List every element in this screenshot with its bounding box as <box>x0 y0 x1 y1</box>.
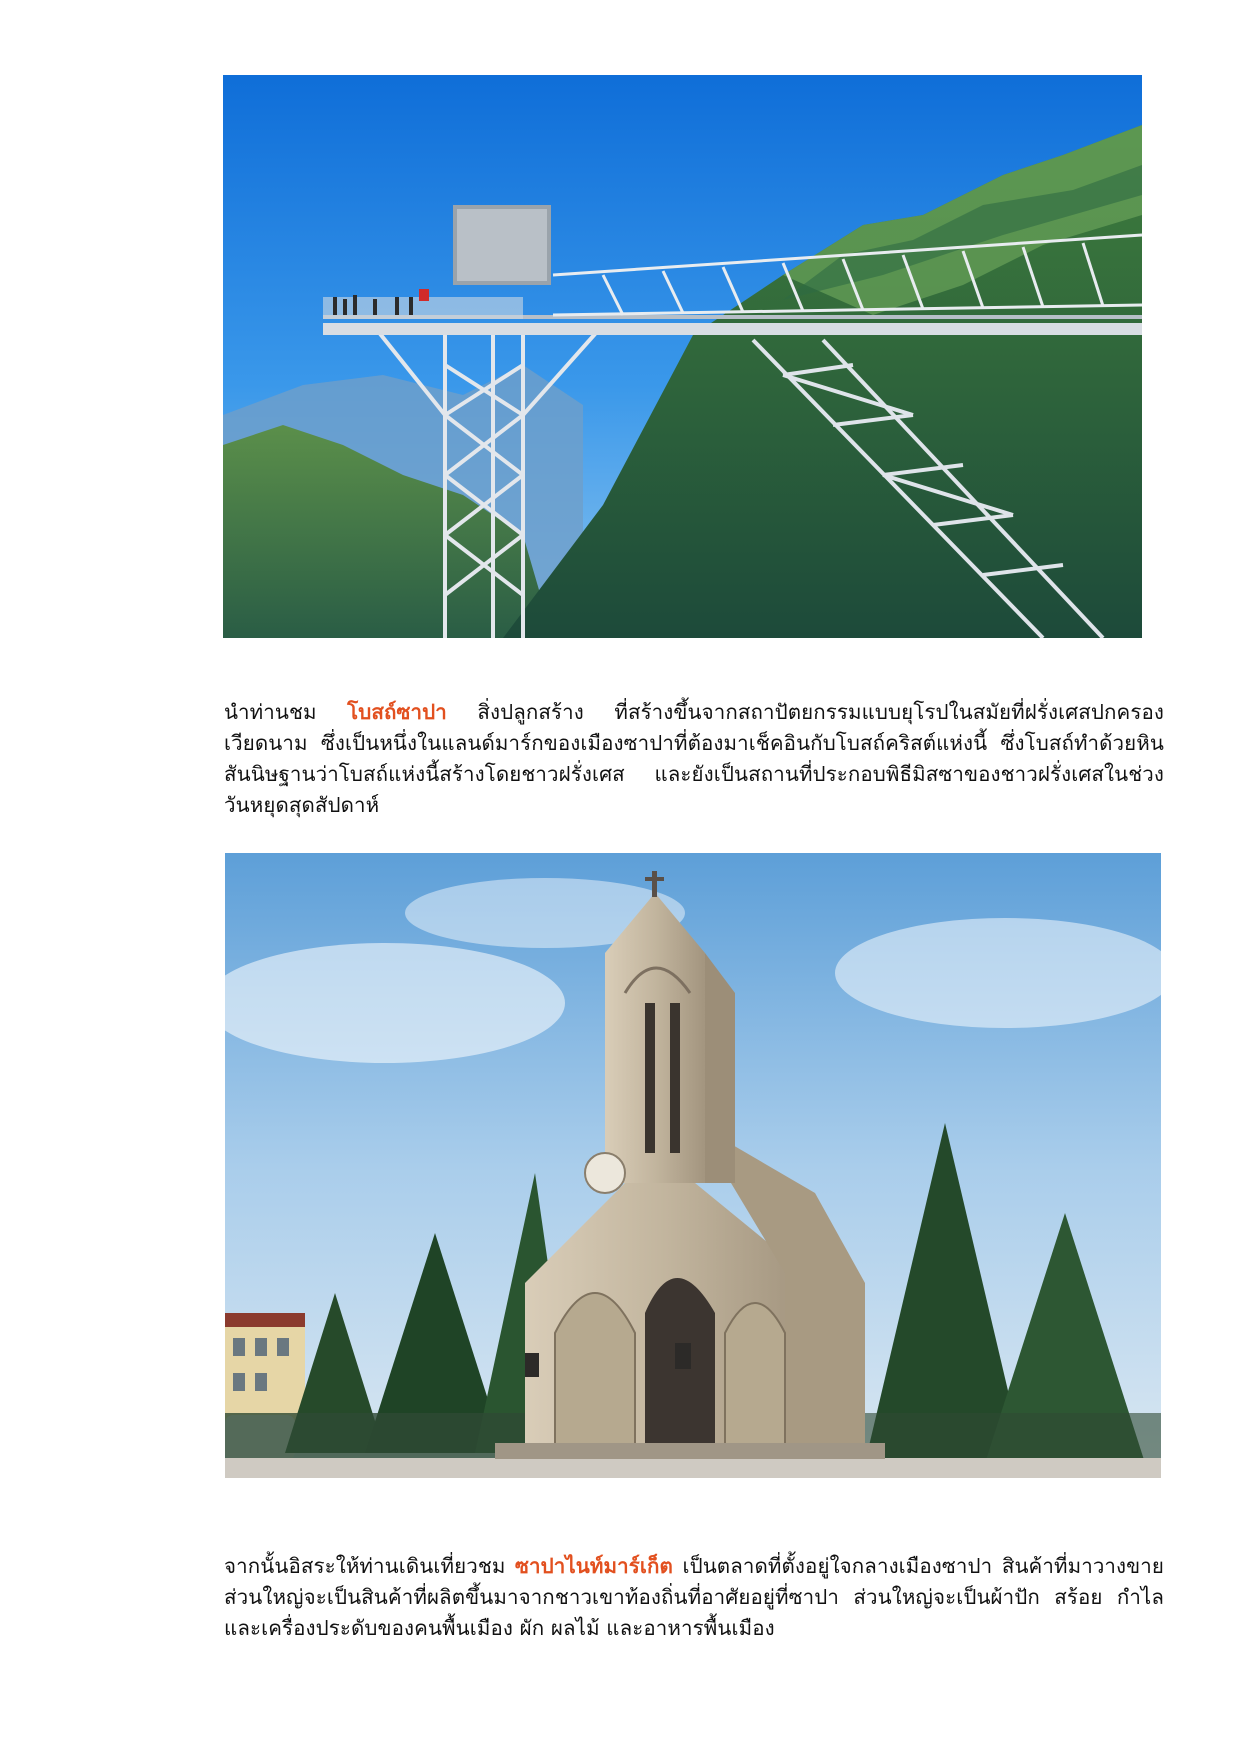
paragraph-church-description <box>224 697 1164 821</box>
paragraph-text-before: นำท่านชม <box>224 699 348 724</box>
highlight-night-market-name: ซาปาไนท์มาร์เก็ต <box>515 1553 673 1578</box>
paragraph-night-market-description <box>224 1551 1164 1644</box>
skywalk-photo <box>223 75 1142 638</box>
highlight-church-name: โบสถ์ซาปา <box>347 699 447 724</box>
church-photo <box>225 853 1161 1478</box>
paragraph-text-before: จากนั้นอิสระให้ท่านเดินเที่ยวชม <box>224 1553 516 1578</box>
paragraph-text-after: สิ่งปลูกสร้าง ที่สร้างขึ้นจากสถาปัตยกรรมแบบยุโรปในสมัยที่ฝรั่งเศสปกครองเวียดนาม ซึ่งเป็นหนึ่งในแลนด์มาร์กของเมืองซาปาที่ต้องมาเช็คอินกับโบสถ์คริสต์แห่งนี้ ซึ่งโบสถ์ทำด้วยหิน สันนิษฐานว่าโบสถ์แห่งนี้สร้างโดยชาวฝรั่งเศส และยังเป็นสถานที่ประกอบพิธีมิสซาของชาวฝรั่งเศสในช่วงวันหยุดสุดสัปดาห์ <box>224 699 1164 817</box>
paragraph-text-after: เป็นตลาดที่ตั้งอยู่ใจกลางเมืองซาปา สินค้าที่มาวางขายส่วนใหญ่จะเป็นสินค้าที่ผลิตขึ้นมาจากชาวเขาท้องถิ่นที่อาศัยอยู่ที่ซาปา ส่วนใหญ่จะเป็นผ้าปัก สร้อย กำไล และเครื่องประดับของคนพื้นเมือง ผัก ผลไม้ และอาหารพื้นเมือง <box>224 1553 1164 1640</box>
